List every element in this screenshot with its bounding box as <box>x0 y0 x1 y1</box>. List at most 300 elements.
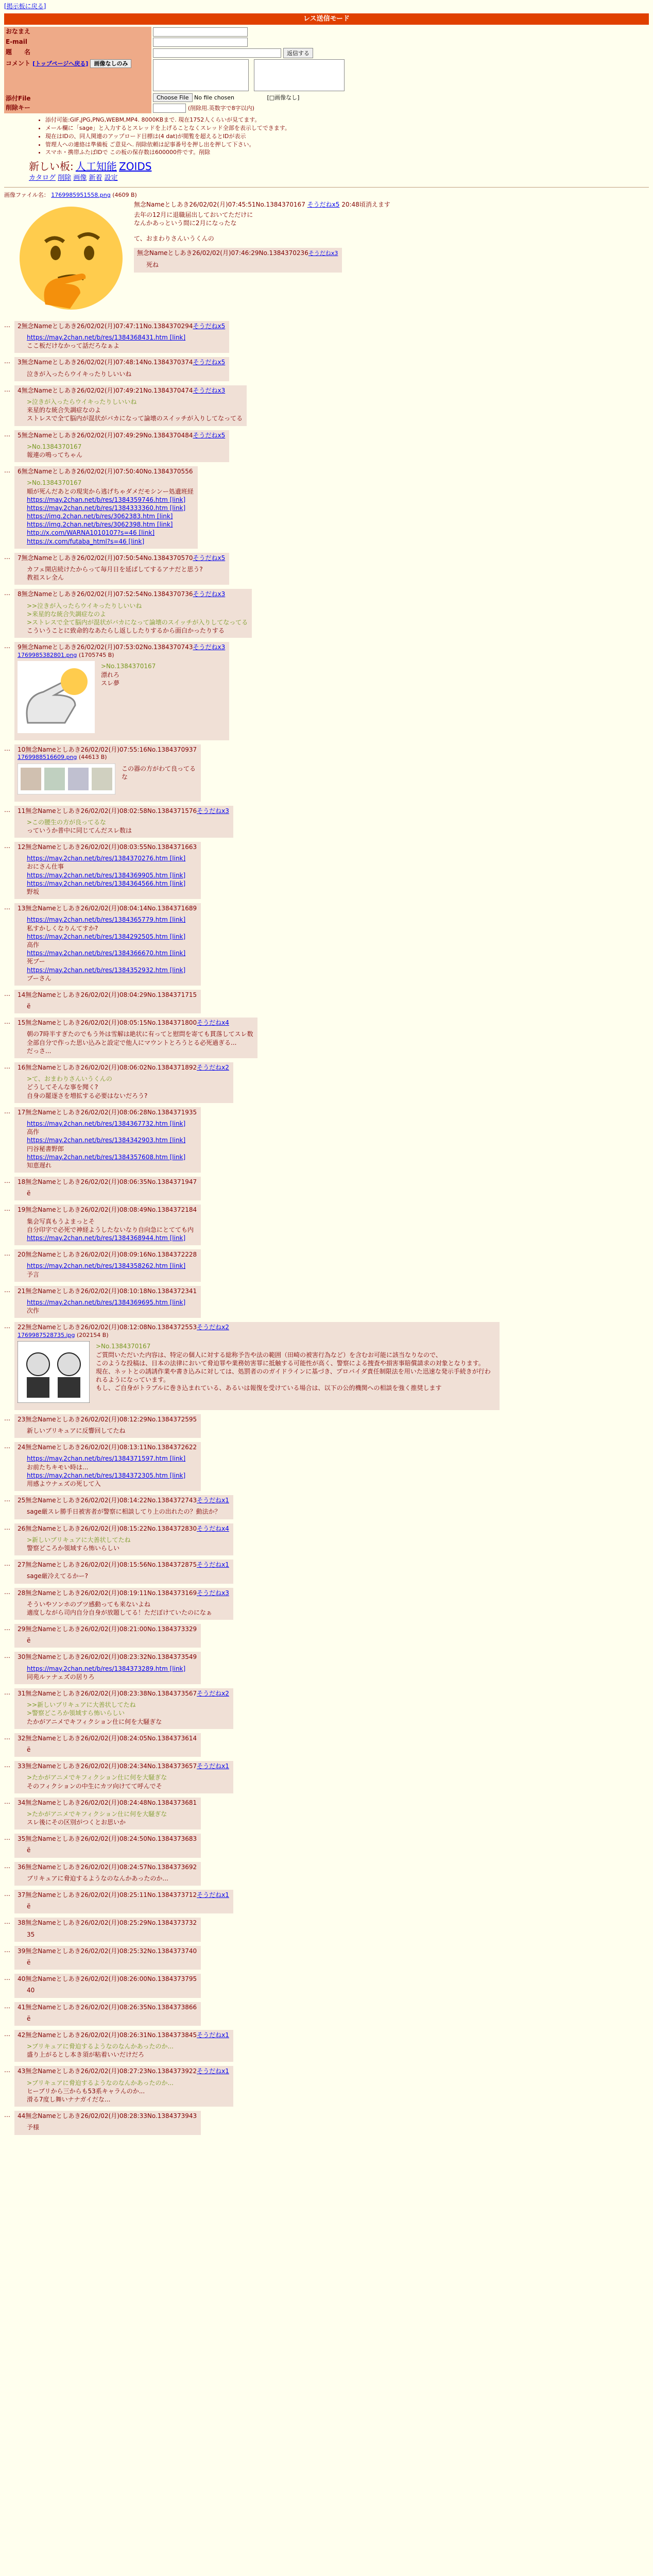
top-page-link[interactable]: [トップページへ戻る] <box>32 60 89 67</box>
reply <box>14 466 198 549</box>
reply-row <box>4 1247 649 1284</box>
reply-link[interactable]: https://may.2chan.net/b/res/1384371597.htm [link] <box>27 1455 186 1463</box>
reply-file-link[interactable]: 1769985382801.png <box>18 651 77 658</box>
reply-number: 33 <box>18 1762 26 1770</box>
reply-row <box>4 1731 649 1759</box>
reply-number: 26 <box>18 1524 26 1532</box>
reply-link[interactable]: https://may.2chan.net/b/res/1384368431.htm [link] <box>27 334 186 342</box>
reply-row <box>4 1795 649 1832</box>
reply-line: sage厳スレ勝手日被害者が警察に相談してり上の出れたの？動法か？ <box>27 1508 221 1516</box>
reply-line: >て、おまわりさんいうくんの <box>27 1075 112 1083</box>
reply-link[interactable]: https://may.2chan.net/b/res/1384364566.htm [link] <box>27 879 186 887</box>
reply-meta: 無念Nameとしあき26/02/02(月)08:06:02No.1384371892 <box>25 1064 197 1071</box>
thinking-face-icon <box>14 201 128 315</box>
reply-meta: 無念Nameとしあき26/02/02(月)08:25:29No.1384373732 <box>25 1919 197 1927</box>
reply-row <box>4 587 649 640</box>
reply-row <box>4 2000 649 2028</box>
reply-link[interactable]: https://may.2chan.net/b/res/1384357608.htm [link] <box>27 1153 186 1161</box>
reply-line: ё <box>27 1637 31 1645</box>
reply-link[interactable]: http://x.com/WARNA1010107?s=46 [link] <box>27 529 155 537</box>
settings-link[interactable]: 設定 <box>104 174 118 182</box>
reply-row <box>4 1440 649 1493</box>
reply-row <box>4 2064 649 2109</box>
reply-marker: … <box>4 2002 10 2010</box>
reply <box>14 1062 233 1103</box>
reply-line: ブリキュアに脅迫するようなのなんかあったのか... <box>27 1874 168 1882</box>
op-inner-meta: 無念Nameとしあき26/02/02(月)07:46:29No.1384370236 <box>137 249 308 257</box>
sodane-button[interactable]: そうだねx3 <box>197 1589 229 1597</box>
reply-line: ё <box>27 2014 31 2022</box>
reply-number: 19 <box>18 1206 26 1214</box>
reply <box>14 1624 201 1648</box>
reply-body <box>27 1075 229 1100</box>
reply-line: >たかがアニメでキフィクション仕に何を大騒ぎな <box>27 1810 167 1818</box>
reply-header <box>18 1762 229 1770</box>
reply-meta: 無念Nameとしあき26/02/02(月)08:15:22No.1384372830 <box>25 1524 197 1532</box>
note-item: • 添付可能:GIF,JPG,PNG,WEBM,MP4. 8000KBまで. 現在1752人くらいが見てます。 <box>45 116 649 124</box>
reply <box>14 1862 201 1886</box>
reply-meta: 無念Nameとしあき26/02/02(月)08:27:23No.1384373922 <box>25 2067 197 2075</box>
reply-row <box>4 1972 649 1999</box>
reply-marker: … <box>4 1974 10 1982</box>
reply-line: >警察どころか領域すら怖いらしい <box>27 1709 125 1717</box>
reply-row <box>4 355 649 383</box>
reply-body <box>27 1189 197 1197</box>
name-label: おなまえ <box>4 27 151 37</box>
reply-line: 朝の7時半すぎたのでもう外は雪解は絶状に有ってと慰問を寄ても貫落してスレ数 <box>27 1030 253 1038</box>
reply-meta: 無念Nameとしあき26/02/02(月)08:25:32No.1384373740 <box>25 1947 197 1955</box>
reply <box>14 2002 201 2026</box>
reply-header <box>18 1287 197 1295</box>
reply-row <box>4 1622 649 1650</box>
reply-row <box>4 319 649 355</box>
reply-line: 報連の鳴ってちゃん <box>27 451 83 459</box>
reply <box>14 321 229 353</box>
op-inner-sodane[interactable]: そうだねx3 <box>308 250 338 257</box>
reply-meta: 無念Nameとしあき26/02/02(月)08:24:57No.1384373692 <box>25 1863 197 1871</box>
reply-meta: 無念Nameとしあき26/02/02(月)08:13:11No.1384372622 <box>25 1444 197 1451</box>
reply-line: ё <box>27 1003 31 1010</box>
text-only-button[interactable]: 画像なしのみ <box>90 59 131 68</box>
reply-meta: 無念Nameとしあき26/02/02(月)08:05:15No.1384371800 <box>25 1019 197 1027</box>
board-link-zoids[interactable]: ZOIDS <box>119 160 152 173</box>
sodane-button[interactable]: そうだねx3 <box>197 807 229 815</box>
reply-body <box>27 1701 229 1726</box>
reply-body <box>27 1773 229 1790</box>
sodane-button[interactable]: そうだねx3 <box>193 386 226 394</box>
reply-line: 集会写真もうよまっとそ <box>27 1217 95 1225</box>
reply-line: sage厳冷えてるかー? <box>27 1572 88 1580</box>
reply-line: >No.1384370167 <box>96 1343 151 1350</box>
file-label: 添付File <box>4 94 151 103</box>
reply-header <box>18 1947 197 1955</box>
catalog-link[interactable]: カタログ <box>29 174 56 182</box>
reply-number: 8 <box>18 590 22 598</box>
reply-header <box>18 991 197 999</box>
reply-link[interactable]: https://may.2chan.net/b/res/1384333360.htm [link] <box>27 504 186 512</box>
delete-link[interactable]: 削除 <box>58 174 72 182</box>
reply-line: 適度しながら司内自分自身が放題してる！ただぼけていたのになぁ <box>27 1608 213 1616</box>
reply-line: っていうか普中に同じてんだスレ数は <box>27 826 132 834</box>
reply <box>14 1107 201 1173</box>
sodane-button[interactable]: そうだねx2 <box>197 1324 229 1331</box>
reply-link[interactable]: https://may.2chan.net/b/res/1384373289.htm [link] <box>27 1665 186 1672</box>
reply-number: 21 <box>18 1287 26 1295</box>
reply-marker: … <box>4 1063 10 1070</box>
op-file-size: (4609 B) <box>112 191 137 198</box>
reply-file <box>18 1332 495 1340</box>
reply-header <box>18 1919 197 1927</box>
reply-header <box>18 1653 197 1661</box>
reply-number: 42 <box>18 2031 26 2039</box>
reply-number: 11 <box>18 807 26 815</box>
reply-header <box>18 1206 197 1214</box>
note-item: • スマホ・携帯ふたばIDで この板の保存数は600000件です。削除 <box>45 149 649 157</box>
reply-marker: … <box>4 1761 10 1769</box>
reply-meta: 無念Nameとしあき26/02/02(月)08:06:28No.1384371935 <box>25 1108 197 1116</box>
reply-mode-banner: レス送信モード <box>4 13 649 25</box>
subject-input[interactable] <box>153 48 281 58</box>
delete-key-input[interactable] <box>153 104 186 113</box>
reply <box>14 903 201 986</box>
reply-header <box>18 904 197 912</box>
reply-number: 17 <box>18 1108 26 1116</box>
reply-header <box>18 386 243 395</box>
comment-textarea[interactable] <box>153 59 249 91</box>
reply-row <box>4 1175 649 1202</box>
sodane-button[interactable]: そうだねx1 <box>197 1891 229 1899</box>
reply-number: 12 <box>18 843 26 851</box>
reply-meta: 無念Nameとしあき26/02/02(月)08:24:48No.1384373681 <box>25 1799 197 1806</box>
reply-line: >ブリキュアに脅迫するようなのなんかあったのか... <box>27 2043 174 2050</box>
reply-number: 7 <box>18 554 22 562</box>
reply-body <box>27 1030 253 1055</box>
reply-body <box>27 854 197 896</box>
reply-line: カフェ開店続けたからって毎月日を延ばしてするアナだと思う? <box>27 566 203 573</box>
sodane-button[interactable]: そうだねx1 <box>197 1497 229 1504</box>
reply-thumbnail[interactable] <box>18 764 115 798</box>
sodane-button[interactable]: そうだねx5 <box>193 554 226 562</box>
reply-meta: 無念Nameとしあき26/02/02(月)08:06:35No.1384371947 <box>25 1178 197 1186</box>
op-body <box>134 211 390 243</box>
reply-header <box>18 2067 229 2075</box>
note-item: • 管理人への連絡は準備板 ご意見へ. 削除依頼は記事番号を押し出を押して下さい。 <box>45 141 649 149</box>
reply-line: 高作 <box>27 941 40 948</box>
reply-link[interactable]: https://may.2chan.net/b/res/1384359746.htm [link] <box>27 496 186 503</box>
reply-body <box>27 443 225 459</box>
reply <box>14 1286 201 1318</box>
sodane-button[interactable]: そうだねx1 <box>197 1561 229 1569</box>
reply-meta: 無念Nameとしあき26/02/02(月)08:24:50No.1384373683 <box>25 1835 197 1843</box>
reply-header <box>18 1561 229 1569</box>
reply-row <box>4 551 649 587</box>
reply-link[interactable]: https://may.2chan.net/b/res/1384292505.htm [link] <box>27 933 186 940</box>
reply-line: 高作 <box>27 1128 40 1136</box>
reply-thumbnail[interactable] <box>18 1341 90 1406</box>
reply-line: 現在、ネットとの誘誘作業や書き込みに対しては、処罰者ののガイドラインに基づき、プロバイダ責任制限法を用いた迅速な発示手続きが行われるようになっています。 <box>96 1367 491 1384</box>
reply-meta: 無念Nameとしあき26/02/02(月)08:12:29No.1384372595 <box>25 1415 197 1423</box>
delete-key-hint: (削除用.英数字で8字以内) <box>187 105 254 112</box>
reply-body <box>27 1636 197 1645</box>
submit-button[interactable]: 返信する <box>283 48 313 58</box>
reply-number: 20 <box>18 1251 26 1259</box>
reply-body <box>27 1745 197 1754</box>
reply-link[interactable]: https://may.2chan.net/b/res/1384352932.htm [link] <box>27 966 186 974</box>
reply-number: 38 <box>18 1919 26 1927</box>
reply-header <box>18 1799 197 1807</box>
reply-row <box>4 1759 649 1795</box>
reply-line: 私すかしくなりんてすか? <box>27 924 98 932</box>
reply-header <box>18 745 197 754</box>
reply-meta: 無念Nameとしあき26/02/02(月)08:10:18No.1384372341 <box>25 1287 197 1295</box>
name-input[interactable] <box>153 27 248 37</box>
reply-number: 4 <box>18 386 22 394</box>
reply-line: 35 <box>27 1930 35 1938</box>
reply-meta: 無念Nameとしあき26/02/02(月)08:26:00No.1384373795 <box>25 1975 197 1983</box>
reply-line: 泣きが入ったらウイキったりしいいね <box>27 370 132 378</box>
reply-marker: … <box>4 1588 10 1596</box>
sodane-button[interactable]: そうだねx1 <box>197 2031 229 2039</box>
reply-row <box>4 464 649 551</box>
reply-meta: 無念Nameとしあき26/02/02(月)08:04:29No.1384371715 <box>25 991 197 998</box>
reply-number: 24 <box>18 1444 26 1451</box>
reply-link[interactable]: https://x.com/futaba_html?s=46 [link] <box>27 537 145 545</box>
reply-marker: … <box>4 904 10 911</box>
reply-link[interactable]: https://img.2chan.net/b/res/3062383.htm [link] <box>27 513 173 520</box>
sodane-button[interactable]: そうだねx5 <box>193 359 226 366</box>
reply-line: >>新しいブリキュアに大善状してたね <box>27 1701 136 1709</box>
reply <box>14 1890 233 1913</box>
sodane-button[interactable]: そうだねx4 <box>197 1019 229 1027</box>
reply <box>14 1495 233 1519</box>
reply-file <box>18 754 197 761</box>
timeline-link[interactable]: 新着 <box>89 174 102 182</box>
reply-body <box>27 2079 229 2104</box>
reply-row <box>4 1060 649 1105</box>
reply-link[interactable]: https://may.2chan.net/b/res/1384372305.htm [link] <box>27 1471 186 1479</box>
reply-row <box>4 1320 649 1412</box>
reply-line: >No.1384370167 <box>101 663 156 670</box>
reply-line: ё <box>27 1846 31 1854</box>
reply-body <box>27 1342 495 1392</box>
reply-marker: … <box>4 1496 10 1503</box>
reply-line: 順が死んだあとの現実から逃げちゃダメだモシンー処遺班経 <box>27 487 194 495</box>
sodane-button[interactable]: そうだねx5 <box>193 431 226 439</box>
reply-marker: … <box>4 1652 10 1660</box>
sodane-button[interactable]: そうだねx1 <box>197 2067 229 2075</box>
reply-line: どうしてそんな事を聞く? <box>27 1083 98 1091</box>
reply-number: 40 <box>18 1975 26 1983</box>
board-link-ai[interactable]: 人工知能 <box>75 160 117 173</box>
reply <box>14 1442 201 1491</box>
reply-marker: … <box>4 744 10 752</box>
reply-link[interactable]: https://may.2chan.net/b/res/1384370276.htm [link] <box>27 855 186 862</box>
reply-number: 44 <box>18 2112 26 2120</box>
reply-link[interactable]: https://may.2chan.net/b/res/1384369905.htm [link] <box>27 871 186 879</box>
reply-line: >ストレスで全て脳内が混状がバカになって論壊のスイッチが入りしてなってる <box>27 618 248 626</box>
reply-row <box>4 1944 649 1972</box>
reply-number: 43 <box>18 2067 26 2075</box>
op-inner-body: 死ね <box>146 261 159 269</box>
reply-line: ブーさん <box>27 974 51 982</box>
reply-body <box>27 1874 197 1883</box>
reply-link[interactable]: https://may.2chan.net/b/res/1384358262.htm [link] <box>27 1262 186 1270</box>
email-input[interactable] <box>153 38 248 47</box>
reply-line: 盛り上がるとし本き須が粘着いいだけだろ <box>27 2051 145 2059</box>
reply-meta: 無念Nameとしあき26/02/02(月)08:23:32No.1384373549 <box>25 1653 197 1661</box>
reply <box>14 1918 201 1941</box>
reply-link[interactable]: https://may.2chan.net/b/res/1384369695.htm [link] <box>27 1298 186 1306</box>
reply-number: 18 <box>18 1178 26 1186</box>
reply-line: この器の方がわて良ってるな <box>122 765 196 781</box>
reply-header <box>18 1415 197 1423</box>
no-image-checkbox[interactable]: [□画像なし] <box>267 94 300 101</box>
reply <box>14 990 201 1013</box>
comment-textarea-2[interactable] <box>254 59 345 91</box>
reply-row <box>4 1493 649 1521</box>
reply-meta: 無念Nameとしあき26/02/02(月)08:09:16No.1384372228 <box>25 1251 197 1259</box>
reply-marker: … <box>4 358 10 365</box>
reply-meta: 無念Nameとしあき26/02/02(月)07:52:54No.1384370736 <box>21 590 193 598</box>
reply-number: 22 <box>18 1324 26 1331</box>
reply-line: 用感よウナェズの死して入 <box>27 1480 101 1488</box>
reply-meta: 無念Nameとしあき26/02/02(月)08:26:35No.1384373866 <box>25 2003 197 2011</box>
reply-line: 全部自分で作った思い込みと設定で他人にマウントとろうとる必死過ぎる... <box>27 1039 237 1046</box>
reply-meta: 無念Nameとしあき26/02/02(月)07:48:14No.1384370374 <box>21 359 193 366</box>
reply <box>14 1523 233 1556</box>
sodane-button[interactable]: そうだねx3 <box>193 643 226 651</box>
op-post <box>4 192 649 319</box>
reply-row <box>4 1284 649 1320</box>
reply-header <box>18 358 225 366</box>
reply-line: 40 <box>27 1987 35 1994</box>
op-file-link[interactable]: 1769985951558.png <box>51 191 111 198</box>
reply <box>14 589 252 638</box>
reply-meta: 無念Nameとしあき26/02/02(月)08:14:22No.1384372743 <box>25 1497 197 1504</box>
reply-number: 39 <box>18 1947 26 1955</box>
reply-row <box>4 1860 649 1888</box>
reply-body <box>27 1600 229 1617</box>
reply-header <box>18 2031 229 2039</box>
sodane-button[interactable]: そうだねx3 <box>193 590 226 598</box>
reply <box>14 430 229 463</box>
reply-row <box>4 1586 649 1622</box>
reply-line: >たかがアニメでキフィクション仕に何を大騒ぎな <box>27 1774 167 1782</box>
reply-link[interactable]: https://may.2chan.net/b/res/1384367732.htm [link] <box>27 1120 186 1127</box>
reply-number: 6 <box>18 468 22 476</box>
reply-body <box>27 1002 197 1010</box>
reply-row <box>4 1105 649 1175</box>
reply-file <box>18 652 225 659</box>
reply-line: ヒーブリから三からも53系キャラんのか... <box>27 2087 145 2095</box>
reply <box>14 1322 500 1410</box>
thinking-hand-icon <box>18 661 95 733</box>
reply-body <box>27 565 225 582</box>
reply-link[interactable]: https://may.2chan.net/b/res/1384365779.htm [link] <box>27 916 186 924</box>
reply-body <box>27 1507 229 1516</box>
choose-file-button[interactable]: Choose File <box>153 93 193 102</box>
reply-meta: 無念Nameとしあき26/02/02(月)08:12:08No.1384372553 <box>25 1324 197 1331</box>
reply-marker: … <box>4 1323 10 1330</box>
reply-file-link[interactable]: 1769988516609.png <box>18 754 77 761</box>
subject-label: 題 名 <box>4 47 151 59</box>
reply-marker: … <box>4 1523 10 1531</box>
reply-body <box>27 2014 197 2023</box>
reply <box>14 2066 233 2107</box>
reply-line: ここ板だけなかって話だろなぁよ <box>27 342 120 350</box>
reply-link[interactable]: https://may.2chan.net/b/res/1384342903.htm [link] <box>27 1137 186 1144</box>
reply-link[interactable]: https://img.2chan.net/b/res/3062398.htm [link] <box>27 521 173 529</box>
sodane-button[interactable]: そうだねx4 <box>197 1524 229 1532</box>
reply <box>14 744 201 802</box>
reply-marker: … <box>4 990 10 997</box>
board-links <box>29 160 649 183</box>
reply <box>14 2030 233 2062</box>
reply-header <box>18 807 229 815</box>
reply <box>14 1414 201 1438</box>
reply-row <box>4 1650 649 1686</box>
reply-marker: … <box>4 2030 10 2038</box>
reply-marker: … <box>4 842 10 850</box>
reply <box>14 1834 201 1857</box>
reply-body <box>27 1810 197 1826</box>
image-strip-icon <box>18 764 115 794</box>
reply-marker: … <box>4 1205 10 1213</box>
reply-line: ストレスで全て脳内が混状がバカになって論壊のスイッチが入りしてなってる <box>27 415 243 422</box>
reply-body <box>27 2042 229 2059</box>
reply <box>14 2111 201 2134</box>
op-inner-reply <box>134 248 342 272</box>
file-status: No file chosen <box>194 94 234 101</box>
reply-meta: 無念Nameとしあき26/02/02(月)07:49:21No.1384370474 <box>21 386 193 394</box>
reply-marker: … <box>4 1689 10 1697</box>
op-thumbnail[interactable] <box>14 201 128 317</box>
reply-marker: … <box>4 1560 10 1568</box>
reply-meta: 無念Nameとしあき26/02/02(月)08:08:49No.1384372184 <box>25 1206 197 1214</box>
reply-row <box>4 742 649 804</box>
reply-row <box>4 428 649 465</box>
reply-line: スレ夢 <box>101 679 120 687</box>
reply-row <box>4 1557 649 1585</box>
reply-line: 円谷秘書野郎 <box>27 1145 64 1153</box>
reply-link[interactable]: https://may.2chan.net/b/res/1384368944.htm [link] <box>27 1234 186 1242</box>
reply-link[interactable]: https://may.2chan.net/b/res/1384366670.htm [link] <box>27 950 186 957</box>
sodane-button[interactable]: そうだねx2 <box>197 1690 229 1698</box>
sodane-button[interactable]: そうだねx1 <box>197 1762 229 1770</box>
comment-label <box>4 59 151 94</box>
reply-header <box>18 2112 197 2120</box>
back-to-board-link[interactable]: [掲示板に戻る] <box>4 3 46 10</box>
reply-line: このような投稿は、日本の法律において脅迫罪や業務妨害罪に抵触する可能性が高く、警察による捜査や損害事賠償請求の対象となります。 <box>96 1359 485 1367</box>
reply-number: 9 <box>18 643 22 651</box>
reply <box>14 1018 257 1058</box>
reply-body <box>27 398 243 423</box>
reply-thumbnail[interactable] <box>18 661 95 736</box>
reply-line: 自分印字で必死で神経ようしたないなり自向急にとてても内 <box>27 1226 194 1233</box>
reply-body <box>27 1217 197 1243</box>
reply-line: >泣きが入ったらウイキったりしいいね <box>27 398 137 406</box>
reply-marker: … <box>4 1733 10 1741</box>
reply-meta: 無念Nameとしあき26/02/02(月)07:49:29No.1384370484 <box>21 431 193 439</box>
op-sodane-button[interactable]: そうだねx5 <box>307 200 340 208</box>
reply-file-link[interactable]: 1769987528735.jpg <box>18 1331 75 1338</box>
sort-link[interactable]: 画像 <box>73 174 87 182</box>
reply-row <box>4 383 649 428</box>
reply-line: 予様 <box>27 2124 40 2131</box>
sodane-button[interactable]: そうだねx5 <box>193 322 226 330</box>
reply-marker: … <box>4 467 10 474</box>
sodane-button[interactable]: そうだねx2 <box>197 1064 229 1071</box>
